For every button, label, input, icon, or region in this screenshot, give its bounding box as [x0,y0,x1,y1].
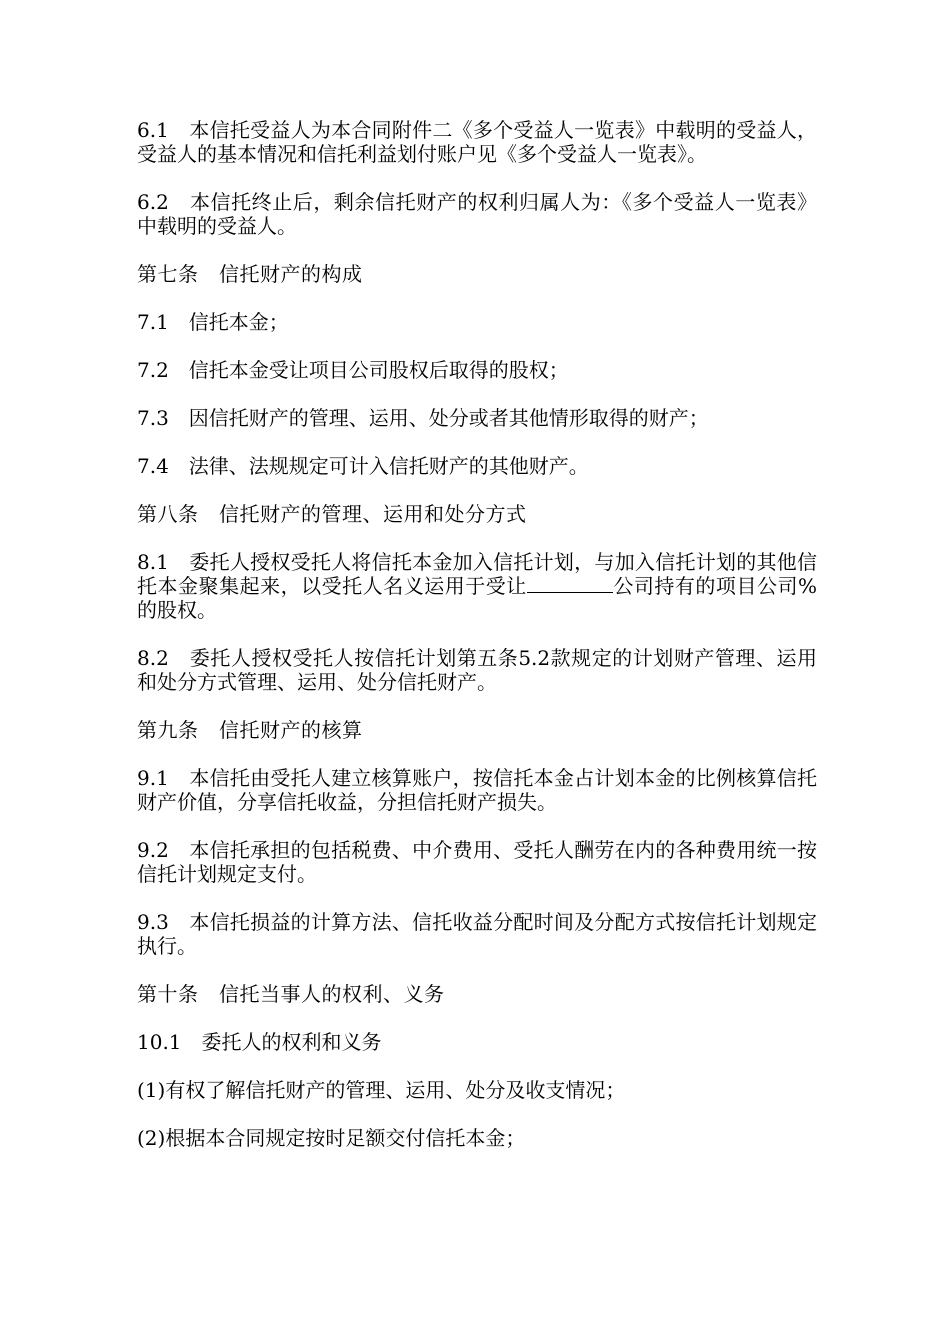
item-2: (2)根据本合同规定按时足额交付信托本金； [137,1126,526,1150]
clause-7-1: 7.1 信托本金； [137,310,289,334]
clause-6-2: 6.2 本信托终止后，剩余信托财产的权利归属人为：《多个受益人一览表》中载明的受益人。 [137,190,817,238]
document-page [137,118,817,1174]
article-10-heading: 第十条 信托当事人的权利、义务 [137,982,445,1006]
clause-8-1 [137,550,817,622]
clause-9-2: 9.2 本信托承担的包括税费、中介费用、受托人酬劳在内的各种费用统一按信托计划规定支付。 [137,838,817,886]
clause-8-1-part-b: 公司持有的项目公司%的股权。 [137,574,817,622]
clause-10-1: 10.1 委托人的权利和义务 [137,1030,382,1054]
clause-7-4: 7.4 法律、法规规定可计入信托财产的其他财产。 [137,454,589,478]
clause-8-1-part-a: 8.1 委托人授权受托人将信托本金加入信托计划，与加入信托计划的其他信托本金聚集起来，以受托人名义运用于受让 [137,550,817,598]
clause-9-3: 9.3 本信托损益的计算方法、信托收益分配时间及分配方式按信托计划规定执行。 [137,910,817,958]
clause-6-1: 6.1 本信托受益人为本合同附件二《多个受益人一览表》中载明的受益人，受益人的基本情况和信托利益划付账户见《多个受益人一览表》。 [137,118,817,166]
article-8-heading: 第八条 信托财产的管理、运用和处分方式 [137,502,527,526]
clause-7-2: 7.2 信托本金受让项目公司股权后取得的股权； [137,358,569,382]
article-9-heading: 第九条 信托财产的核算 [137,718,363,742]
item-1: (1)有权了解信托财产的管理、运用、处分及收支情况； [137,1078,626,1102]
article-7-heading: 第七条 信托财产的构成 [137,262,363,286]
clause-8-2: 8.2 委托人授权受托人按信托计划第五条5.2款规定的计划财产管理、运用和处分方式管理、运用、处分信托财产。 [137,646,817,694]
clause-7-3: 7.3 因信托财产的管理、运用、处分或者其他情形取得的财产； [137,406,709,430]
clause-9-1: 9.1 本信托由受托人建立核算账户，按信托本金占计划本金的比例核算信托财产价值，分享信托收益，分担信托财产损失。 [137,766,817,814]
fill-in-blank [527,574,613,593]
